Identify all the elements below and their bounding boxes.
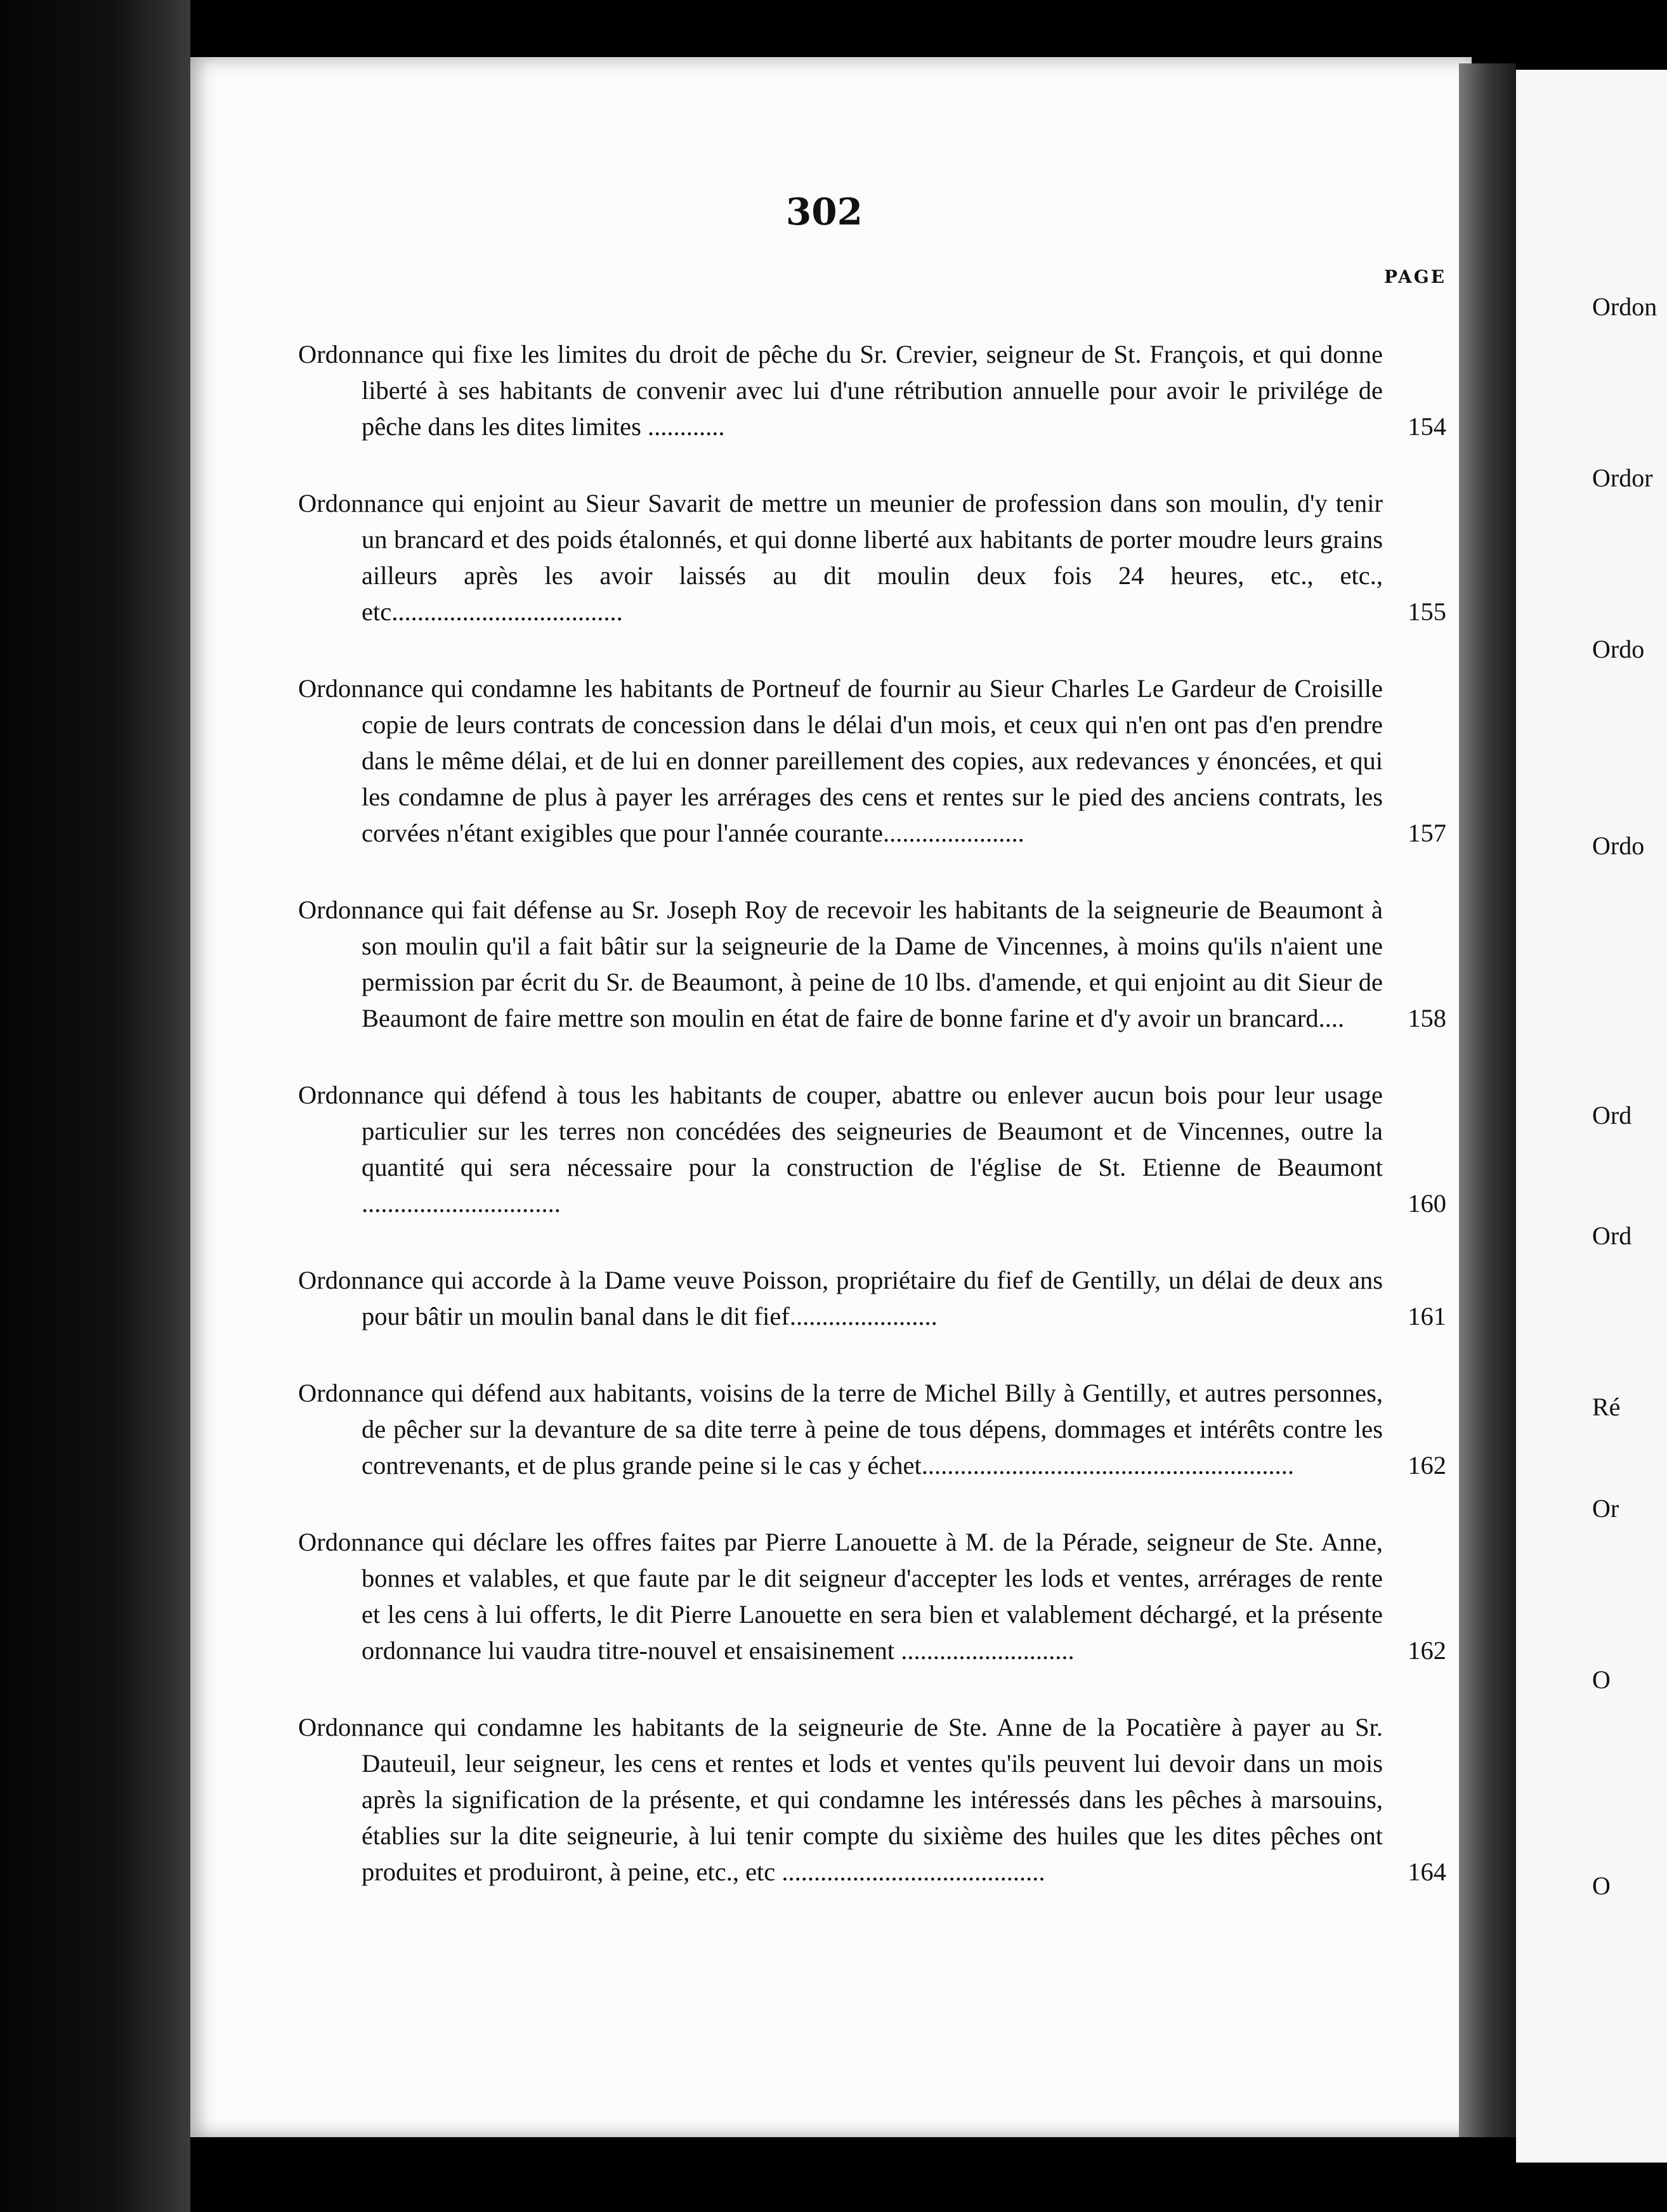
facing-page-fragment: Or [1592, 1494, 1619, 1523]
ordinance-text: Ordonnance qui condamne les habitants de Portneuf de fournir au Sieur Charles Le Gardeur de Croisille copie de leurs contrats de concession dans le délai d'un mois, et ceux qui n'en ont pas d'en prendre dans le même délai, et de lui en donner pareillement des copies, aux redevances y énoncées, et qui les condamne de plus à payer les arrérages des cens et rentes sur le pied des anciens contrats, les corvées n'étant exigibles que pour l'année courante...................... [298, 674, 1383, 847]
ordinance-text: Ordonnance qui défend aux habitants, voisins de la terre de Michel Billy à Gentilly, et autres personnes, de pêcher sur la devanture de sa dite terre à peine de tous dépens, dommages et intérêts contre les contrevenants, et de plus grande peine si le cas y échet.......................................................... [298, 1379, 1383, 1480]
ordinance-entry [298, 892, 1446, 1036]
facing-page-fragment: Ordo [1592, 635, 1645, 663]
book-page [190, 57, 1472, 2137]
ordinance-entry [298, 336, 1446, 445]
ordinance-page-ref: 161 [1408, 1302, 1446, 1330]
ordinance-entry [298, 1524, 1446, 1669]
ordinance-page-ref: 162 [1408, 1636, 1446, 1665]
ordinance-entry [298, 670, 1446, 851]
facing-page-fragment: O [1592, 1665, 1611, 1694]
page-gutter-shadow [1459, 63, 1516, 2137]
ordinance-entry [298, 1709, 1446, 1890]
ordinance-text: Ordonnance qui condamne les habitants de la seigneurie de Ste. Anne de la Pocatière à payer au Sr. Dauteuil, leur seigneur, les cens et rentes et lods et ventes qu'ils peuvent lui devoir dans un mois après la signification de la présente, et qui condamne les intéressés dans les pêches à marsouins, établies sur la dite seigneurie, à lui tenir compte du sixième des huiles que les dites pêches ont produites et produiront, à peine, etc., etc ......................................... [298, 1713, 1383, 1886]
ordinance-entry [298, 1262, 1446, 1334]
page-column-header: PAGE [1384, 266, 1446, 287]
ordinance-page-ref: 155 [1408, 597, 1446, 626]
ordinance-page-ref: 164 [1408, 1857, 1446, 1886]
facing-page-fragment: Ord [1592, 1221, 1632, 1250]
ordinance-entry [298, 1077, 1446, 1221]
ordinance-text: Ordonnance qui déclare les offres faites par Pierre Lanouette à M. de la Pérade, seigneur de Ste. Anne, bonnes et valables, et que faute par le dit seigneur d'accepter les lods et ventes, arrérages de rente et les cens à lui offerts, le dit Pierre Lanouette en sera bien et valablement déchargé, et la présente ordonnance lui vaudra titre-nouvel et ensaisinement ........................... [298, 1528, 1383, 1665]
ordinance-text: Ordonnance qui enjoint au Sieur Savarit de mettre un meunier de profession dans son moulin, d'y tenir un brancard et des poids étalonnés, et qui donne liberté aux habitants de porter moudre leurs grains ailleurs après les avoir laissés au dit moulin deux fois 24 heures, etc., etc., etc.................................... [298, 489, 1383, 626]
ordinance-entry [298, 1375, 1446, 1483]
left-binding-margin [0, 0, 190, 2212]
ordinance-page-ref: 154 [1408, 412, 1446, 441]
facing-page-fragment: Ré [1592, 1393, 1621, 1421]
facing-page-fragment: Ordor [1592, 464, 1653, 492]
ordinance-text: Ordonnance qui fixe les limites du droit de pêche du Sr. Crevier, seigneur de St. François, et qui donne liberté à ses habitants de convenir avec lui d'une rétribution annuelle pour avoir le privilége de pêche dans les dites limites ............ [298, 340, 1383, 441]
ordinance-text: Ordonnance qui accorde à la Dame veuve Poisson, propriétaire du fief de Gentilly, un délai de deux ans pour bâtir un moulin banal dans le dit fief....................... [298, 1266, 1383, 1330]
ordinance-entry [298, 485, 1446, 630]
facing-page-fragment: Ordo [1592, 831, 1645, 860]
ordinance-list [298, 336, 1446, 1930]
facing-page-edge [1516, 70, 1667, 2163]
ordinance-page-ref: 160 [1408, 1189, 1446, 1218]
ordinance-text: Ordonnance qui fait défense au Sr. Joseph Roy de recevoir les habitants de la seigneurie de Beaumont à son moulin qu'il a fait bâtir sur la seigneurie de la Dame de Vincennes, à moins qu'ils n'aient une permission par écrit du Sr. de Beaumont, à peine de 10 lbs. d'amende, et qui enjoint au dit Sieur de Beaumont de faire mettre son moulin en état de faire de bonne farine et d'y avoir un brancard.... [298, 895, 1383, 1032]
ordinance-page-ref: 162 [1408, 1451, 1446, 1480]
ordinance-page-ref: 157 [1408, 819, 1446, 847]
ordinance-page-ref: 158 [1408, 1004, 1446, 1032]
page-number: 302 [785, 190, 863, 233]
ordinance-text: Ordonnance qui défend à tous les habitants de couper, abattre ou enlever aucun bois pour leur usage particulier sur les terres non concédées des seigneuries de Beaumont et de Vincennes, outre la quantité qui sera nécessaire pour la construction de l'église de St. Etienne de Beaumont ............................... [298, 1081, 1383, 1218]
facing-page-fragment: Ord [1592, 1101, 1632, 1129]
facing-page-fragment: O [1592, 1871, 1611, 1900]
facing-page-fragment: Ordon [1592, 292, 1657, 321]
